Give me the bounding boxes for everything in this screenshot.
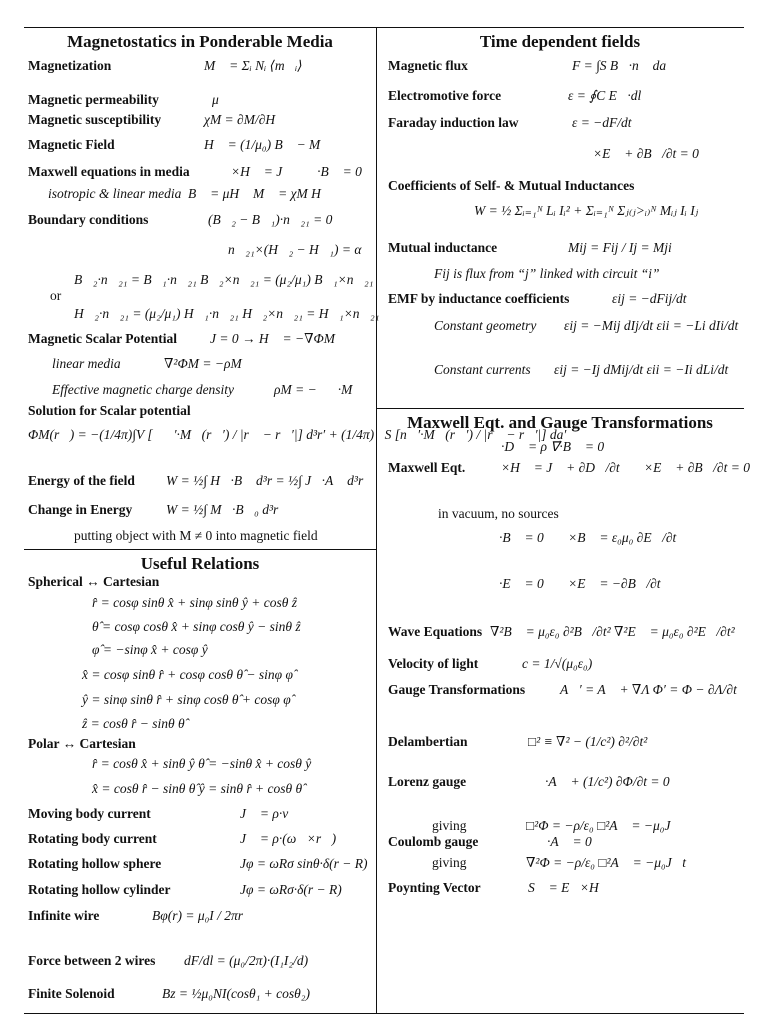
timedep-equation: ε = ∮C E⃗·dl⃗ xyxy=(568,88,652,103)
magnetostatics-equation: ∇⃗×H⃗ = J⃗ ∇⃗·B⃗ = 0 xyxy=(210,164,362,179)
maxwell-label: Velocity of light xyxy=(388,656,479,671)
timedep-label: Coefficients of Self- & Mutual Inductances xyxy=(388,178,635,193)
maxwell-label: Maxwell Eqt. xyxy=(388,460,466,475)
useful-equation: Jφ = ωRσ sinθ·δ(r − R) xyxy=(240,856,368,871)
maxwell-equation: □² ≡ ∇² − (1/c²) ∂²/∂t² xyxy=(528,734,648,749)
right-section-divider xyxy=(376,408,744,409)
maxwell-equation: S⃗ = E⃗×H⃗ xyxy=(528,880,610,895)
maxwell-equation: c = 1/√(μ₀ε₀) xyxy=(522,656,593,671)
maxwell-equation: ∇⃗·A⃗ + (1/c²) ∂Φ/∂t = 0 xyxy=(524,774,670,789)
magnetostatics-equation: B⃗₂·n⃗₂₁ = B⃗₁·n⃗₂₁ B⃗₂×n⃗₂₁ = (μ₂/μ₁) B⃗₁×n⃗₂₁ xyxy=(74,272,374,287)
maxwell-equation: □²Φ = −ρ/ε₀ □²A⃗ = −μ₀J⃗ xyxy=(526,818,681,833)
magnetostatics-label: Energy of the field xyxy=(28,473,135,488)
maxwell-label: Delambertian xyxy=(388,734,468,749)
magnetostatics-equation: B⃗ = μH⃗ M⃗ = χM H⃗ xyxy=(188,186,332,201)
magnetostatics-label: linear media xyxy=(52,356,121,371)
magnetostatics-equation: J = 0 → H⃗ = −∇ΦM xyxy=(210,331,336,346)
timedep-label: Magnetic flux xyxy=(388,58,468,73)
maxwell-label: Gauge Transformations xyxy=(388,682,526,697)
magnetostatics-equation: χM = ∂M/∂H xyxy=(204,112,276,127)
magnetostatics-label: Magnetic Scalar Potential xyxy=(28,331,177,346)
magnetostatics-label: Magnetic permeability xyxy=(28,92,159,107)
maxwell-equation: ∇⃗·E⃗ = 0 ∇⃗×E⃗ = −∂B⃗/∂t xyxy=(478,576,661,591)
timedep-label: Constant currents xyxy=(434,362,531,377)
magnetostatics-equation: ∇²ΦM = −ρM xyxy=(164,356,242,371)
timedep-equation: εij = −dFij/dt xyxy=(612,291,687,306)
magnetostatics-label: Change in Energy xyxy=(28,502,133,517)
magnetostatics-equation: H⃗₂·n⃗₂₁ = (μ₂/μ₁) H⃗₁·n⃗₂₁ H⃗₂×n⃗₂₁ = H⃗₁×n⃗₂₁ xyxy=(74,306,380,321)
maxwell-equation: ∇⃗·B⃗ = 0 ∇⃗×B⃗ = ε₀μ₀ ∂E⃗/∂t xyxy=(478,530,677,545)
useful-equation: r̂ = cosφ sinθ x̂ + sinφ sinθ ŷ + cosθ ẑ xyxy=(92,595,298,610)
magnetostatics-label: Effective magnetic charge density xyxy=(52,382,235,397)
formula-sheet xyxy=(24,27,750,1014)
useful-equation: ŷ = sinφ sinθ r̂ + sinφ cosθ θ̂ + cosφ φ̂ xyxy=(82,692,291,707)
magnetostatics-equation: M⃗ = Σᵢ Nᵢ ⟨m⃗ᵢ⟩ xyxy=(204,58,303,73)
timedep-label: Constant geometry xyxy=(434,318,537,333)
magnetostatics-label: Magnetic susceptibility xyxy=(28,112,162,127)
magnetostatics-label: or xyxy=(50,288,62,303)
timedep-equation: Mij = Fij / Ij = Mji xyxy=(568,240,672,255)
magnetostatics-equation: W = ½∫ M⃗·B⃗₀ d³r xyxy=(166,502,279,517)
timedep-equation: εij = −Mij dIj/dt εii = −Li dIi/dt xyxy=(564,318,739,333)
maxwell-equation: ∇²B⃗ = μ₀ε₀ ∂²B⃗/∂t² ∇²E⃗ = μ₀ε₀ ∂²E⃗/∂t² xyxy=(490,624,735,639)
maxwell-equation: A⃗′ = A⃗ + ∇Λ Φ′ = Φ − ∂Λ/∂t xyxy=(560,682,737,697)
maxwell-equation: ∇⃗·D⃗ = ρ ∇⃗·B⃗ = 0 xyxy=(480,439,605,454)
maxwell-label: Lorenz gauge xyxy=(388,774,467,789)
left-section-divider xyxy=(24,549,376,550)
magnetostatics-equation: H⃗ = (1/μ₀) B⃗ − M⃗ xyxy=(204,137,331,152)
useful-label: Rotating hollow cylinder xyxy=(28,882,171,897)
magnetostatics-equation: ΦM(r⃗) = −(1/4π)∫V [∇⃗′·M⃗(r⃗′) / |r⃗ − r⃗′|] d³r′ + (1/4π)∮S [n⃗′·M⃗(r⃗′) / |r⃗ − r⃗′|] da′ xyxy=(28,427,567,442)
useful-equation: Bz = ½μ₀NI(cosθ₁ + cosθ₂) xyxy=(162,986,310,1001)
timedep-label: Mutual inductance xyxy=(388,240,498,255)
useful-label: Spherical ↔ Cartesian xyxy=(28,574,160,589)
magnetostatics-title: Magnetostatics in Ponderable Media xyxy=(67,32,333,51)
magnetostatics-label: Boundary conditions xyxy=(28,212,149,227)
magnetostatics-equation: W = ½∫ H⃗·B⃗ d³r = ½∫ J⃗·A⃗ d³r xyxy=(166,473,364,488)
useful-equation: J⃗ = ρ·v⃗ xyxy=(240,806,299,821)
maxwell-equation: ∇²Φ = −ρ/ε₀ □²A⃗ = −μ₀J⃗t xyxy=(526,855,686,870)
maxwell-label: Coulomb gauge xyxy=(388,834,479,849)
useful-equation: θ̂ = cosφ cosθ x̂ + sinφ cosθ ŷ − sinθ ẑ xyxy=(92,619,301,634)
maxwell-label: Poynting Vector xyxy=(388,880,481,895)
magnetostatics-equation: μ xyxy=(212,92,219,107)
useful-label: Infinite wire xyxy=(28,908,100,923)
useful-relations-title: Useful Relations xyxy=(140,554,260,573)
maxwell-equation: ∇⃗·A⃗ = 0 xyxy=(526,834,592,849)
maxwell-label: giving xyxy=(432,855,467,870)
useful-equation: ẑ = cosθ r̂ − sinθ θ̂ xyxy=(82,716,185,731)
useful-equation: J⃗ = ρ·(ω⃗×r⃗) xyxy=(240,831,337,846)
timedep-equation: ε = −dF/dt xyxy=(572,115,632,130)
useful-equation: r̂ = cosθ x̂ + sinθ ŷ θ̂ = −sinθ x̂ + cosθ ŷ xyxy=(92,756,312,771)
magnetostatics-equation: n⃗₂₁×(H⃗₂ − H⃗₁) = α⃗ xyxy=(228,242,372,257)
useful-label: Force between 2 wires xyxy=(28,953,156,968)
timedep-label: Fij is flux from “j” linked with circuit “i” xyxy=(434,266,660,281)
magnetostatics-equation: ρM = −∇⃗·M⃗ xyxy=(274,382,363,397)
timedep-equation: F = ∫S B⃗·n⃗ da xyxy=(572,58,667,73)
useful-label: Moving body current xyxy=(28,806,151,821)
useful-equation: x̂ = cosθ r̂ − sinθ θ̂ ŷ = sinθ r̂ + cosθ θ̂ xyxy=(92,781,303,796)
useful-equation: x̂ = cosφ sinθ r̂ + cosφ cosθ θ̂ − sinφ φ̂ xyxy=(82,667,293,682)
magnetostatics-equation: (B⃗₂ − B⃗₁)·n⃗₂₁ = 0 xyxy=(208,212,333,227)
magnetostatics-label: putting object with M ≠ 0 into magnetic field xyxy=(74,528,318,543)
magnetostatics-label: Magnetization xyxy=(28,58,112,73)
useful-label: Rotating hollow sphere xyxy=(28,856,162,871)
maxwell-label: giving xyxy=(432,818,467,833)
useful-equation: Jφ = ωRσ·δ(r − R) xyxy=(240,882,342,897)
useful-label: Polar ↔ Cartesian xyxy=(28,736,136,751)
useful-label: Rotating body current xyxy=(28,831,157,846)
magnetostatics-label: Solution for Scalar potential xyxy=(28,403,191,418)
useful-label: Finite Solenoid xyxy=(28,986,115,1001)
time-dependent-title: Time dependent fields xyxy=(479,32,641,51)
timedep-equation: εij = −Ij dMij/dt εii = −Ii dLi/dt xyxy=(554,362,729,377)
maxwell-label: in vacuum, no sources xyxy=(438,506,559,521)
maxwell-title: Maxwell Eqt. and Gauge Transformations xyxy=(407,413,713,432)
timedep-label: Faraday induction law xyxy=(388,115,519,130)
maxwell-label: Wave Equations xyxy=(388,624,483,639)
useful-equation: φ̂ = −sinφ x̂ + cosφ ŷ xyxy=(92,642,208,657)
column-divider xyxy=(376,28,377,1013)
timedep-label: EMF by inductance coefficients xyxy=(388,291,570,306)
magnetostatics-label: Maxwell equations in media xyxy=(28,164,190,179)
magnetostatics-label: Magnetic Field xyxy=(28,137,115,152)
useful-equation: dF/dl = (μ₀/2π)·(I₁I₂/d) xyxy=(184,953,309,968)
useful-equation: Bφ(r) = μ₀I / 2πr xyxy=(152,908,244,923)
timedep-equation: W = ½ Σᵢ₌₁ᴺ Lᵢ Iᵢ² + Σᵢ₌₁ᴺ Σⱼ₍ⱼ>ᵢ₎ᴺ Mᵢⱼ Iᵢ Iⱼ xyxy=(474,203,699,218)
magnetostatics-label: isotropic & linear media xyxy=(48,186,182,201)
timedep-label: Electromotive force xyxy=(388,88,502,103)
maxwell-equation: ∇⃗×H⃗ = J⃗ + ∂D⃗/∂t ∇⃗×E⃗ + ∂B⃗/∂t = 0 xyxy=(480,460,750,475)
timedep-equation: ∇⃗×E⃗ + ∂B⃗/∂t = 0 xyxy=(572,146,699,161)
